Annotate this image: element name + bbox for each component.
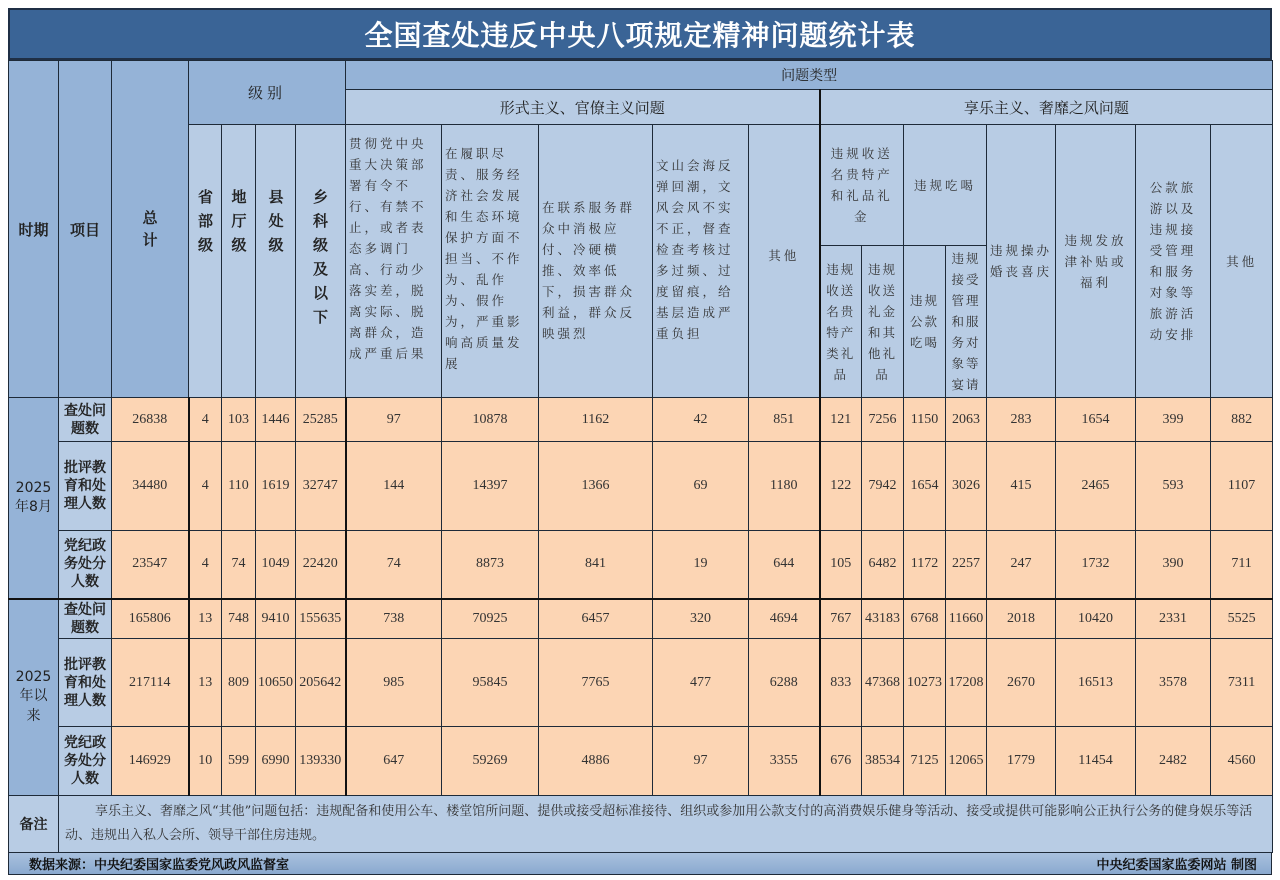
table-row: [9, 599, 1273, 639]
value-cell: 676: [820, 727, 862, 796]
value-cell: 1366: [539, 442, 653, 531]
value-cell: 985: [346, 639, 442, 727]
stats-sheet: [8, 8, 1272, 875]
value-cell: 12065: [946, 727, 987, 796]
value-cell: 97: [653, 727, 749, 796]
value-cell: 10: [189, 727, 222, 796]
value-cell: 139330: [296, 727, 346, 796]
value-cell: 1446: [256, 398, 296, 442]
header-gifts-group: 违规收送名贵特产和礼品礼金: [820, 125, 904, 246]
value-cell: 4560: [1211, 727, 1273, 796]
value-cell: 1619: [256, 442, 296, 531]
value-cell: 22420: [296, 531, 346, 599]
header-sub-col-0: 违规收送名贵特产类礼品: [820, 246, 862, 398]
value-cell: 1107: [1211, 442, 1273, 531]
table-row: [9, 639, 1273, 727]
value-cell: 10273: [904, 639, 946, 727]
value-cell: 74: [222, 531, 256, 599]
value-cell: 11454: [1056, 727, 1136, 796]
value-cell: 2465: [1056, 442, 1136, 531]
value-cell: 110: [222, 442, 256, 531]
value-cell: 7311: [1211, 639, 1273, 727]
value-cell: 399: [1136, 398, 1211, 442]
value-cell: 415: [987, 442, 1056, 531]
header-formalism-col-0: [346, 125, 442, 398]
value-cell: 599: [222, 727, 256, 796]
value-cell: 34480: [112, 442, 189, 531]
value-cell: 477: [653, 639, 749, 727]
header-sub-col-1: 违规收送礼金和其他礼品: [862, 246, 904, 398]
value-cell: 6990: [256, 727, 296, 796]
value-cell: 851: [749, 398, 820, 442]
header-sub-col-3: 违规接受管理和服务对象等宴请: [946, 246, 987, 398]
value-cell: 390: [1136, 531, 1211, 599]
value-cell: 32747: [296, 442, 346, 531]
header-total: [112, 61, 189, 398]
page-title: 全国查处违反中央八项规定精神问题统计表: [8, 8, 1272, 60]
value-cell: 155635: [296, 599, 346, 639]
value-cell: 121: [820, 398, 862, 442]
value-cell: 593: [1136, 442, 1211, 531]
value-cell: 122: [820, 442, 862, 531]
value-cell: 69: [653, 442, 749, 531]
value-cell: 2482: [1136, 727, 1211, 796]
value-cell: 103: [222, 398, 256, 442]
value-cell: 1732: [1056, 531, 1136, 599]
value-cell: 5525: [1211, 599, 1273, 639]
data-source: 数据来源：中央纪委国家监委党风政风监督室: [29, 858, 290, 873]
item-cell: 党纪政务处分人数: [59, 727, 112, 796]
header-total-text: 总计: [142, 209, 158, 249]
value-cell: 2063: [946, 398, 987, 442]
item-cell: 党纪政务处分人数: [59, 531, 112, 599]
footer: [8, 853, 1272, 875]
value-cell: 2257: [946, 531, 987, 599]
value-cell: 4886: [539, 727, 653, 796]
value-cell: 14397: [442, 442, 539, 531]
value-cell: 3355: [749, 727, 820, 796]
value-cell: 647: [346, 727, 442, 796]
header-level-text: 省部级: [198, 188, 214, 254]
note-content: 享乐主义、奢靡之风“其他”问题包括：违规配备和使用公车、楼堂馆所问题、提供或接受超标准接待、组织或参加用公款支付的高消费娱乐健身等活动、接受或提供可能影响公正执行公务的健身娱乐等活动、违规出入私人会所、领导干部住房违规。: [65, 804, 1253, 843]
value-cell: 10650: [256, 639, 296, 727]
header-item: 项目: [59, 61, 112, 398]
value-cell: 3578: [1136, 639, 1211, 727]
value-cell: 320: [653, 599, 749, 639]
period-cell: 2025年8月: [9, 398, 59, 599]
header-level-3: [296, 125, 346, 398]
value-cell: 247: [987, 531, 1056, 599]
value-cell: 17208: [946, 639, 987, 727]
header-hedonism-col-0: [987, 125, 1056, 398]
header-hedonism-text: 违规操办婚丧喜庆: [990, 243, 1053, 279]
value-cell: 16513: [1056, 639, 1136, 727]
value-cell: 11660: [946, 599, 987, 639]
header-level: 级别: [189, 61, 346, 125]
value-cell: 105: [820, 531, 862, 599]
value-cell: 1049: [256, 531, 296, 599]
header-hedonism-col-1: [1056, 125, 1136, 398]
header-formalism: 形式主义、官僚主义问题: [346, 90, 820, 125]
period-cell: 2025年以来: [9, 599, 59, 796]
header-formalism-col-1: [442, 125, 539, 398]
value-cell: 2670: [987, 639, 1056, 727]
value-cell: 841: [539, 531, 653, 599]
value-cell: 10878: [442, 398, 539, 442]
value-cell: 70925: [442, 599, 539, 639]
value-cell: 144: [346, 442, 442, 531]
header-level-text: 地厅级: [231, 188, 247, 254]
value-cell: 2331: [1136, 599, 1211, 639]
value-cell: 767: [820, 599, 862, 639]
value-cell: 26838: [112, 398, 189, 442]
header-hedonism-col-2: [1136, 125, 1211, 398]
value-cell: 95845: [442, 639, 539, 727]
value-cell: 4: [189, 531, 222, 599]
header-hedonism: 享乐主义、奢靡之风问题: [820, 90, 1273, 125]
value-cell: 6768: [904, 599, 946, 639]
header-hedonism-text: 违规发放津补贴或福利: [1064, 232, 1127, 290]
header-hedonism-text: 其他: [1226, 253, 1258, 269]
value-cell: 13: [189, 639, 222, 727]
value-cell: 97: [346, 398, 442, 442]
value-cell: 74: [346, 531, 442, 599]
value-cell: 217114: [112, 639, 189, 727]
value-cell: 1150: [904, 398, 946, 442]
header-level-0: [189, 125, 222, 398]
header-formalism-text: 在履职尽责、服务经济社会发展和生态环境保护方面不担当、不作为、乱作为、假作为，严重影响高质量发展: [445, 146, 523, 371]
value-cell: 8873: [442, 531, 539, 599]
header-level-text: 县处级: [268, 188, 284, 254]
value-cell: 10420: [1056, 599, 1136, 639]
value-cell: 205642: [296, 639, 346, 727]
header-formalism-col-3: [653, 125, 749, 398]
value-cell: 6288: [749, 639, 820, 727]
header-formalism-text: 文山会海反弹回潮，文风会风不实不正，督查检查考核过多过频、过度留痕，给基层造成严重负担: [656, 158, 734, 341]
value-cell: 23547: [112, 531, 189, 599]
value-cell: 833: [820, 639, 862, 727]
header-period: 时期: [9, 61, 59, 398]
value-cell: 711: [1211, 531, 1273, 599]
value-cell: 7256: [862, 398, 904, 442]
header-hedonism-col-3: [1211, 125, 1273, 398]
value-cell: 38534: [862, 727, 904, 796]
value-cell: 748: [222, 599, 256, 639]
value-cell: 1654: [1056, 398, 1136, 442]
header-sub-col-2: 违规公款吃喝: [904, 246, 946, 398]
header-hedonism-text: 公款旅游以及违规接受管理和服务对象等旅游活动安排: [1149, 180, 1197, 342]
value-cell: 7765: [539, 639, 653, 727]
value-cell: 1172: [904, 531, 946, 599]
value-cell: 738: [346, 599, 442, 639]
value-cell: 1180: [749, 442, 820, 531]
value-cell: 2018: [987, 599, 1056, 639]
item-cell: 批评教育和处理人数: [59, 639, 112, 727]
value-cell: 1162: [539, 398, 653, 442]
header-dining-group: 违规吃喝: [904, 125, 987, 246]
value-cell: 6457: [539, 599, 653, 639]
credit: 中央纪委国家监委网站 制图: [1096, 858, 1257, 873]
header-level-1: [222, 125, 256, 398]
table-row: [9, 398, 1273, 442]
header-formalism-text: 其他: [768, 248, 800, 263]
table-row: [9, 442, 1273, 531]
value-cell: 146929: [112, 727, 189, 796]
value-cell: 9410: [256, 599, 296, 639]
header-level-text: 乡科级及以下: [312, 188, 328, 326]
value-cell: 7125: [904, 727, 946, 796]
item-cell: 查处问题数: [59, 398, 112, 442]
value-cell: 42: [653, 398, 749, 442]
header-formalism-text: 贯彻党中央重大决策部署有令不行、有禁不止，或者表态多调门高、行动少落实差，脱离实际、脱离群众，造成严重后果: [349, 136, 427, 361]
header-level-2: [256, 125, 296, 398]
value-cell: 3026: [946, 442, 987, 531]
value-cell: 882: [1211, 398, 1273, 442]
stats-table: [8, 60, 1273, 853]
value-cell: 25285: [296, 398, 346, 442]
value-cell: 4694: [749, 599, 820, 639]
value-cell: 47368: [862, 639, 904, 727]
value-cell: 1779: [987, 727, 1056, 796]
header-problem-type: 问题类型: [346, 61, 1273, 90]
table-row: [9, 727, 1273, 796]
value-cell: 19: [653, 531, 749, 599]
value-cell: 283: [987, 398, 1056, 442]
value-cell: 1654: [904, 442, 946, 531]
item-cell: 批评教育和处理人数: [59, 442, 112, 531]
value-cell: 4: [189, 398, 222, 442]
value-cell: 43183: [862, 599, 904, 639]
table-row: [9, 531, 1273, 599]
value-cell: 13: [189, 599, 222, 639]
value-cell: 809: [222, 639, 256, 727]
value-cell: 59269: [442, 727, 539, 796]
header-formalism-text: 在联系服务群众中消极应付、冷硬横推、效率低下，损害群众利益，群众反映强烈: [542, 200, 636, 341]
header-formalism-col-4: [749, 125, 820, 398]
value-cell: 6482: [862, 531, 904, 599]
value-cell: 4: [189, 442, 222, 531]
value-cell: 7942: [862, 442, 904, 531]
header-formalism-col-2: [539, 125, 653, 398]
value-cell: 644: [749, 531, 820, 599]
note-label: 备注: [9, 796, 59, 853]
note-text: [59, 796, 1273, 853]
item-cell: 查处问题数: [59, 599, 112, 639]
value-cell: 165806: [112, 599, 189, 639]
